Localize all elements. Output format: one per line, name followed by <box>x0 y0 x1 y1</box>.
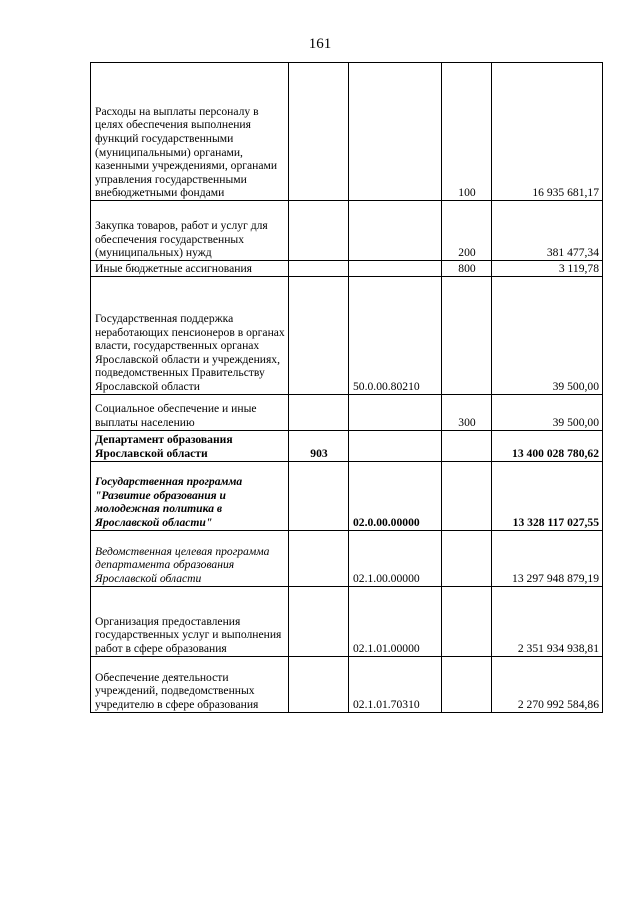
row-dept <box>289 201 349 261</box>
row-name: Иные бюджетные ассигнования <box>91 261 289 277</box>
row-name: Ведомственная целевая программа департамента образования Ярославской области <box>91 530 289 586</box>
row-amount: 13 400 028 780,62 <box>492 430 603 461</box>
row-code: 50.0.00.80210 <box>349 276 442 394</box>
row-name: Закупка товаров, работ и услуг для обеспечения государственных (муниципальных) нужд <box>91 201 289 261</box>
row-code: 02.1.01.70310 <box>349 656 442 712</box>
budget-table <box>90 62 603 713</box>
row-name: Социальное обеспечение и иные выплаты населению <box>91 394 289 430</box>
row-name: Департамент образования Ярославской области <box>91 430 289 461</box>
row-amount: 39 500,00 <box>492 394 603 430</box>
table-row <box>91 201 603 261</box>
row-code: 02.0.00.00000 <box>349 461 442 530</box>
row-dept <box>289 586 349 656</box>
table-row <box>91 261 603 277</box>
row-expense-type: 200 <box>442 201 492 261</box>
table-row <box>91 430 603 461</box>
row-code: 02.1.01.00000 <box>349 586 442 656</box>
row-expense-type: 300 <box>442 394 492 430</box>
row-code <box>349 394 442 430</box>
page-number: 161 <box>308 36 332 52</box>
table-row <box>91 586 603 656</box>
row-dept <box>289 656 349 712</box>
row-amount: 13 328 117 027,55 <box>492 461 603 530</box>
row-expense-type <box>442 586 492 656</box>
row-amount: 13 297 948 879,19 <box>492 530 603 586</box>
row-expense-type: 100 <box>442 63 492 201</box>
row-name: Обеспечение деятельности учреждений, подведомственных учредителю в сфере образования <box>91 656 289 712</box>
row-amount: 381 477,34 <box>492 201 603 261</box>
row-code <box>349 261 442 277</box>
row-expense-type: 800 <box>442 261 492 277</box>
row-dept <box>289 461 349 530</box>
row-expense-type <box>442 461 492 530</box>
row-dept <box>289 261 349 277</box>
row-code <box>349 63 442 201</box>
row-amount: 39 500,00 <box>492 276 603 394</box>
table-row <box>91 530 603 586</box>
row-amount: 16 935 681,17 <box>492 63 603 201</box>
row-expense-type <box>442 530 492 586</box>
row-amount: 3 119,78 <box>492 261 603 277</box>
row-expense-type <box>442 656 492 712</box>
row-code <box>349 201 442 261</box>
row-dept <box>289 530 349 586</box>
row-name: Расходы на выплаты персоналу в целях обеспечения выполнения функций государственными (муниципальными) органами, казенными учреждениями, органами управления государственными внебюджетными фондами <box>91 63 289 201</box>
row-amount: 2 270 992 584,86 <box>492 656 603 712</box>
row-name: Организация предоставления государственных услуг и выполнения работ в сфере образования <box>91 586 289 656</box>
row-dept <box>289 394 349 430</box>
table-row <box>91 394 603 430</box>
table-row <box>91 276 603 394</box>
row-name: Государственная поддержка неработающих пенсионеров в органах власти, государственных органах Ярославской области и учреждениях, подведомственных Правительству Ярославской области <box>91 276 289 394</box>
row-expense-type <box>442 430 492 461</box>
table-row <box>91 656 603 712</box>
row-amount: 2 351 934 938,81 <box>492 586 603 656</box>
row-dept <box>289 276 349 394</box>
row-name: Государственная программа "Развитие образования и молодежная политика в Ярославской области" <box>91 461 289 530</box>
table-row <box>91 63 603 201</box>
table-row <box>91 461 603 530</box>
row-code <box>349 430 442 461</box>
row-dept <box>289 63 349 201</box>
row-expense-type <box>442 276 492 394</box>
row-dept: 903 <box>289 430 349 461</box>
row-code: 02.1.00.00000 <box>349 530 442 586</box>
